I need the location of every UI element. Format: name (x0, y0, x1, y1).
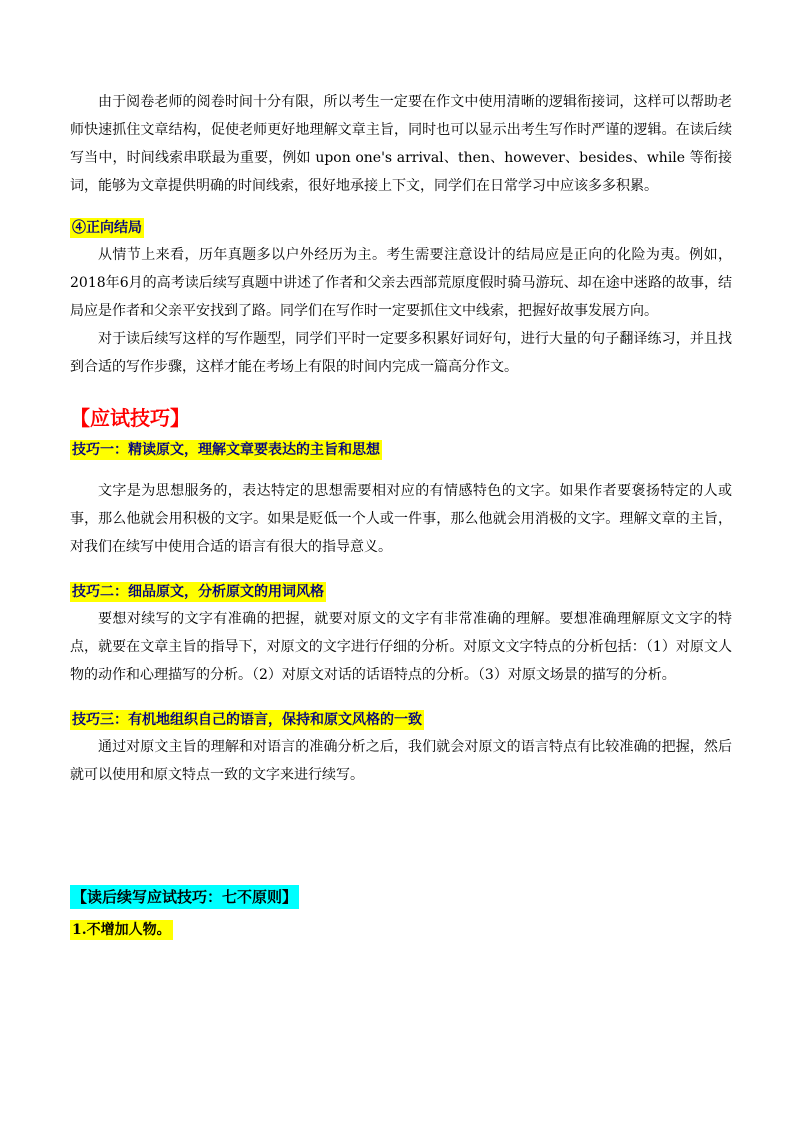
skill3-label-row (70, 709, 732, 733)
skill2-label: 技巧二：细品原文，分析原文的用词风格 (72, 584, 324, 600)
positive-ending-label-row (70, 217, 732, 241)
skill2-label-row (70, 581, 732, 605)
skill2-paragraph: 要想对续写的文字有准确的把握，就要对原文的文字有非常准确的理解。要想准确理解原文文字的特点，就要在文章主旨的指导下，对原文的文字进行仔细的分析。对原文文字特点的分析包括：（1）对原文人物的动作和心理描写的分析。（2）对原文对话的话语特点的分析。（3）对原文场景的描写的分析。 (70, 611, 732, 683)
seven-rules-title: 【读后续写应试技巧：七不原则】 (70, 885, 299, 909)
rule1-row (70, 919, 732, 943)
document-page (70, 88, 732, 943)
skill3-paragraph: 通过对原文主旨的理解和对语言的准确分析之后，我们就会对原文的语言特点有比较准确的把握，然后就可以使用和原文特点一致的文字来进行续写。 (70, 739, 732, 783)
positive-ending-label: ④正向结局 (72, 220, 142, 236)
skill1-paragraph: 文字是为思想服务的，表达特定的思想需要相对应的有情感特色的文字。如果作者要褒扬特定的人或事，那么他就会用积极的文字。如果是贬低一个人或一件事，那么他就会用消极的文字。理解文章的主旨，对我们在续写中使用合适的语言有很大的指导意义。 (70, 483, 732, 555)
positive-ending-paragraph-2: 对于读后续写这样的写作题型，同学们平时一定要多积累好词好句，进行大量的句子翻译练习，并且找到合适的写作步骤，这样才能在考场上有限的时间内完成一篇高分作文。 (70, 331, 732, 375)
exam-skills-title: 【应试技巧】 (70, 406, 190, 430)
rule1-label: 1.不增加人物。 (72, 922, 171, 938)
skill3-label: 技巧三：有机地组织自己的语言，保持和原文风格的一致 (72, 712, 422, 728)
skill1-label-row (70, 439, 732, 463)
skill1-label: 技巧一：精读原文，理解文章要表达的主旨和思想 (72, 442, 380, 458)
logic-paragraph: 由于阅卷老师的阅卷时间十分有限，所以考生一定要在作文中使用清晰的逻辑衔接词，这样可以帮助老师快速抓住文章结构，促使老师更好地理解文章主旨，同时也可以显示出考生写作时严谨的逻辑。在读后续写当中，时间线索串联最为重要，例如 upon one's arrival、then、however、besides、while 等衔接词，能够为文章提供明确的时间线索，很好地承接上下文，同学们在日常学习中应该多多积累。 (70, 94, 732, 194)
seven-rules-title-row (70, 885, 732, 911)
positive-ending-paragraph-1: 从情节上来看，历年真题多以户外经历为主。考生需要注意设计的结局应是正向的化险为夷。例如，2018年6月的高考读后续写真题中讲述了作者和父亲去西部荒原度假时骑马游玩、却在途中迷路的故事，结局应是作者和父亲平安找到了路。同学们在写作时一定要抓住文中线索，把握好故事发展方向。 (70, 247, 732, 319)
